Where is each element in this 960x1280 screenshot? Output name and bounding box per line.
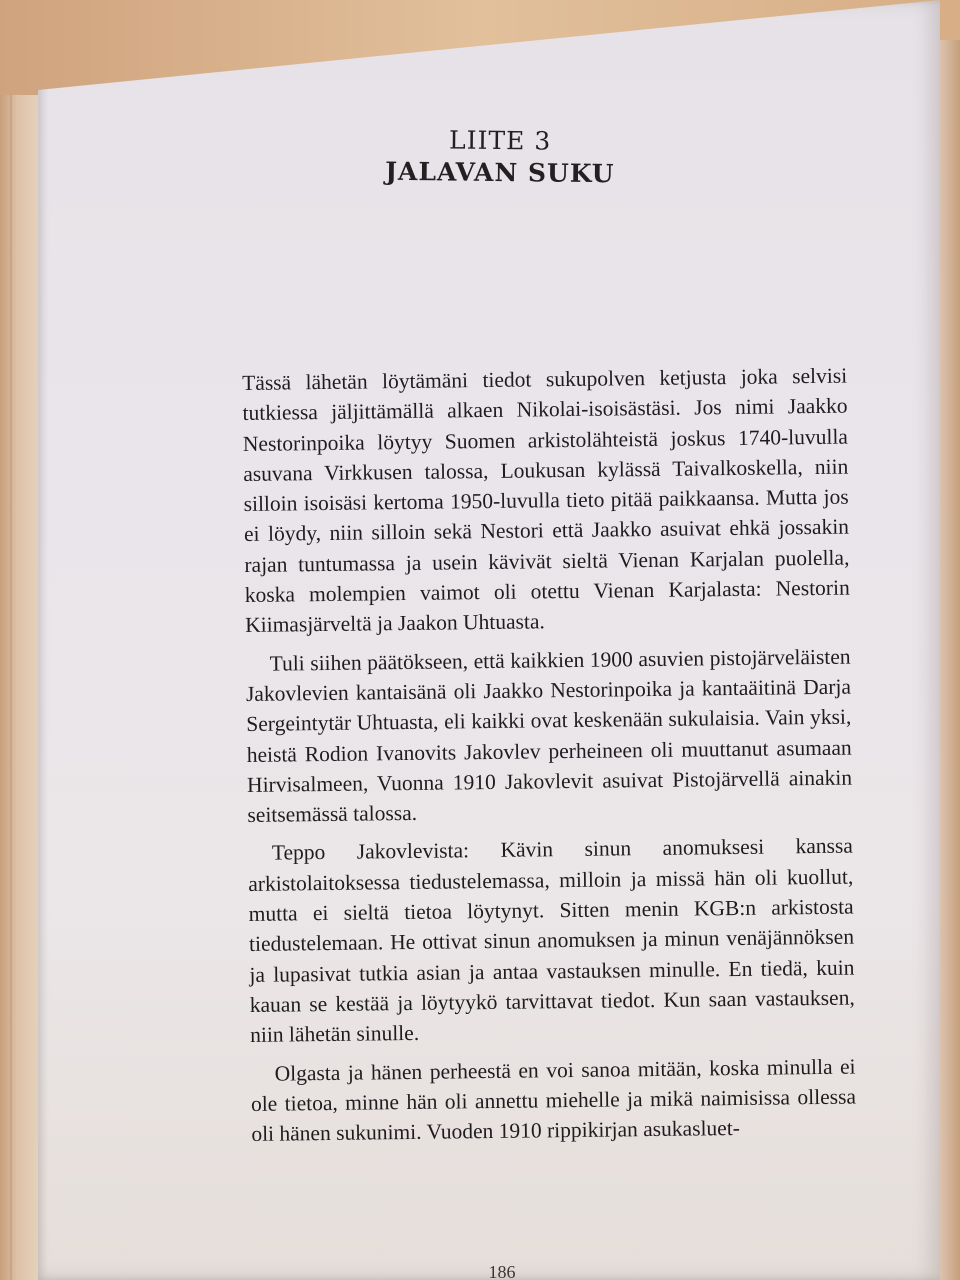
page-number: 186 <box>488 1262 516 1280</box>
appendix-label: LIITE 3 <box>448 125 552 156</box>
paragraph-3: Teppo Jakovlevista: Kävin sinun anomuksesi kanssa arkistolaitoksessa tiedustelemassa, milloin ja missä hän oli kuollut, mutta ei sieltä tietoa löytynyt. Sitten menin KGB:n arkistosta tiedustelemaan. He ottivat sinun anomuksen ja minun venäjännöksen ja lupasivat tutkia asian ja antaa vastauksen minulle. En tiedä, kuin kauan se kestää ja löytyykö tarvittavat tiedot. Kun saan vastauksen, niin lähetän sinulle. <box>248 834 855 1048</box>
left-page-edges <box>0 95 44 1280</box>
paragraph-2: Tuli siihen päätökseen, että kaikkien 1900 asuvien pistojärveläisten Jakovlevien kantaisänä oli Jaakko Nestorinpoika ja kantaäitinä Darja Sergeintytär Uhtuasta, eli kaikki ovat keskenään sukulaisia. Vain yksi, heistä Rodion Ivanovits Jakovlev perheineen oli muuttanut asumaan Hirvisalmeen, Vuonna 1910 Jakovlevit asuivat Pistojärvellä ainakin seitsemässä talossa. <box>245 644 853 828</box>
paragraph-4: Olgasta ja hänen perheestä en voi sanoa mitään, koska minulla ei ole tietoa, minne hän oli annettu miehelle ja mikä naimisissa ollessa oli hänen sukunimi. Vuoden 1910 rippikirjan asukasluet- <box>250 1054 857 1147</box>
paragraph-1: Tässä lähetän löytämäni tiedot sukupolven ketjusta joka selvisi tutkiessa jäljittämällä alkaen Nikolai-isoisästäsi. Jos nimi Jaakko Nestorinpoika löytyy Suomen arkistolähteistä joskus 1740-luvulla asuvana Virkkusen talossa, Loukusan kylässä Taivalkoskella, niin silloin isoisäsi kertoma 1950-luvulla tieto pitää paikkaansa. Mutta jos ei löydy, niin silloin sekä Nestori että Jaakko asuivat ehkä jossakin rajan tuntumassa ja usein kävivät sieltä Vienan Karjalan puolella, koska molempien vaimot oli otettu Vienan Karjalasta: Nestorin Kiimasjärveltä ja Jaakon Uhtuasta. <box>242 363 850 638</box>
appendix-title: JALAVAN SUKU <box>385 156 615 189</box>
body-text <box>242 361 857 1150</box>
appendix-heading <box>300 123 701 191</box>
